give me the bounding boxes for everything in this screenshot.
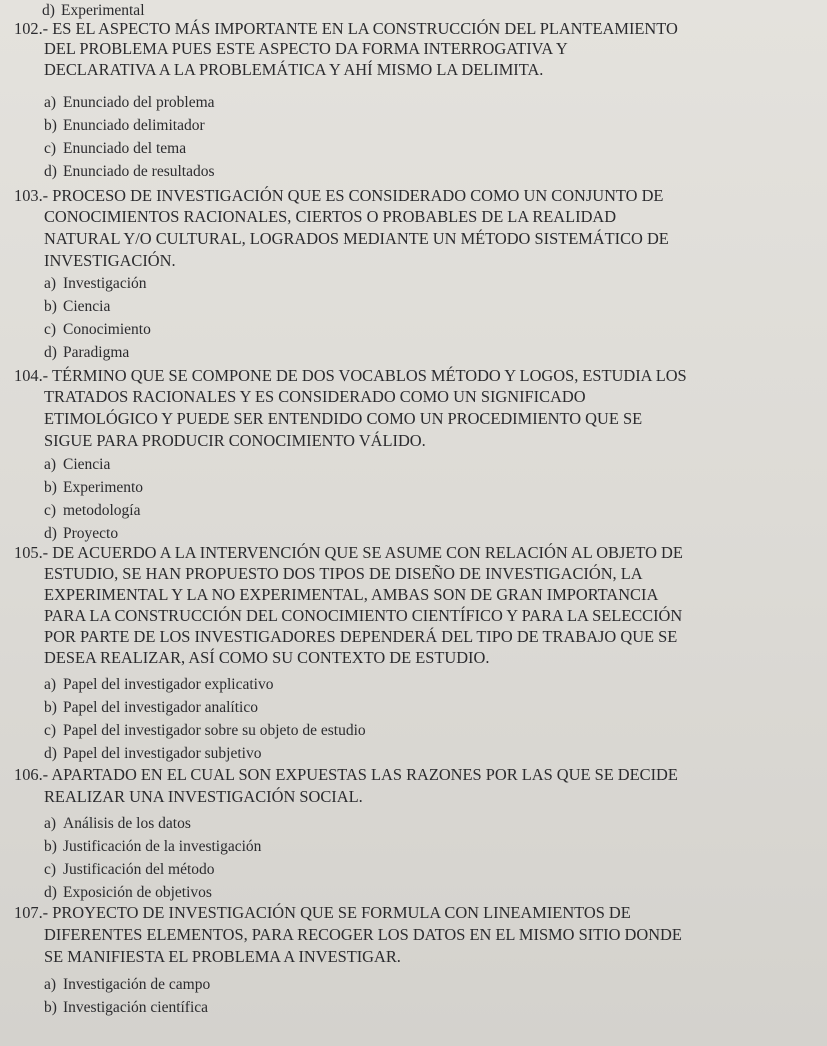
option-c[interactable]: c) Enunciado del tema <box>44 140 187 157</box>
question-line: 102.- ES EL ASPECTO MÁS IMPORTANTE EN LA CONSTRUCCIÓN DEL PLANTEAMIENTO <box>14 19 678 38</box>
question-line: ESTUDIO, SE HAN PROPUESTO DOS TIPOS DE DISEÑO DE INVESTIGACIÓN, LA <box>44 564 643 583</box>
question-line: 107.- PROYECTO DE INVESTIGACIÓN QUE SE FORMULA CON LINEAMIENTOS DE <box>14 903 631 922</box>
option-a[interactable]: a) Ciencia <box>44 456 111 473</box>
option-b[interactable]: b) Investigación científica <box>44 999 209 1016</box>
option-c[interactable]: c) Papel del investigador sobre su objeto de estudio <box>44 722 366 739</box>
prev-option-d: d) Experimental <box>42 2 145 19</box>
option-b[interactable]: b) Ciencia <box>44 298 111 315</box>
option-b[interactable]: b) Experimento <box>44 479 144 496</box>
option-c[interactable]: c) Justificación del método <box>44 861 215 878</box>
option-b[interactable]: b) Justificación de la investigación <box>44 838 262 855</box>
question-line: REALIZAR UNA INVESTIGACIÓN SOCIAL. <box>44 787 363 806</box>
option-a[interactable]: a) Papel del investigador explicativo <box>44 676 274 693</box>
question-line: POR PARTE DE LOS INVESTIGADORES DEPENDERÁ DEL TIPO DE TRABAJO QUE SE <box>44 627 678 646</box>
option-a[interactable]: a) Investigación <box>44 275 147 292</box>
question-line: ETIMOLÓGICO Y PUEDE SER ENTENDIDO COMO UN PROCEDIMIENTO QUE SE <box>44 409 643 428</box>
question-line: PARA LA CONSTRUCCIÓN DEL CONOCIMIENTO CIENTÍFICO Y PARA LA SELECCIÓN <box>44 606 683 625</box>
option-d[interactable]: d) Paradigma <box>44 344 130 361</box>
question-line: DECLARATIVA A LA PROBLEMÁTICA Y AHÍ MISMO LA DELIMITA. <box>44 60 544 79</box>
option-c[interactable]: c) metodología <box>44 502 141 519</box>
option-d[interactable]: d) Exposición de objetivos <box>44 884 212 901</box>
question-line: NATURAL Y/O CULTURAL, LOGRADOS MEDIANTE UN MÉTODO SISTEMÁTICO DE <box>44 229 669 248</box>
question-line: 104.- TÉRMINO QUE SE COMPONE DE DOS VOCABLOS MÉTODO Y LOGOS, ESTUDIA LOS <box>14 366 687 385</box>
question-line: DESEA REALIZAR, ASÍ COMO SU CONTEXTO DE ESTUDIO. <box>44 648 490 667</box>
question-line: SE MANIFIESTA EL PROBLEMA A INVESTIGAR. <box>44 947 401 966</box>
option-d[interactable]: d) Proyecto <box>44 525 119 542</box>
option-b[interactable]: b) Enunciado delimitador <box>44 117 205 134</box>
question-line: 105.- DE ACUERDO A LA INTERVENCIÓN QUE SE ASUME CON RELACIÓN AL OBJETO DE <box>14 543 683 562</box>
option-c[interactable]: c) Conocimiento <box>44 321 151 338</box>
option-a[interactable]: a) Análisis de los datos <box>44 815 191 832</box>
option-d[interactable]: d) Enunciado de resultados <box>44 163 215 180</box>
question-line: 106.- APARTADO EN EL CUAL SON EXPUESTAS LAS RAZONES POR LAS QUE SE DECIDE <box>14 765 678 784</box>
option-a[interactable]: a) Enunciado del problema <box>44 94 215 111</box>
question-line: DIFERENTES ELEMENTOS, PARA RECOGER LOS DATOS EN EL MISMO SITIO DONDE <box>44 925 682 944</box>
question-line: 103.- PROCESO DE INVESTIGACIÓN QUE ES CONSIDERADO COMO UN CONJUNTO DE <box>14 186 664 205</box>
question-line: EXPERIMENTAL Y LA NO EXPERIMENTAL, AMBAS SON DE GRAN IMPORTANCIA <box>44 585 659 604</box>
option-a[interactable]: a) Investigación de campo <box>44 976 211 993</box>
question-line: CONOCIMIENTOS RACIONALES, CIERTOS O PROBABLES DE LA REALIDAD <box>44 207 617 226</box>
question-line: INVESTIGACIÓN. <box>44 251 176 270</box>
option-b[interactable]: b) Papel del investigador analítico <box>44 699 258 716</box>
question-line: TRATADOS RACIONALES Y ES CONSIDERADO COMO UN SIGNIFICADO <box>44 387 586 406</box>
question-line: DEL PROBLEMA PUES ESTE ASPECTO DA FORMA INTERROGATIVA Y <box>44 39 568 58</box>
option-d[interactable]: d) Papel del investigador subjetivo <box>44 745 262 762</box>
question-line: SIGUE PARA PRODUCIR CONOCIMIENTO VÁLIDO. <box>44 431 426 450</box>
